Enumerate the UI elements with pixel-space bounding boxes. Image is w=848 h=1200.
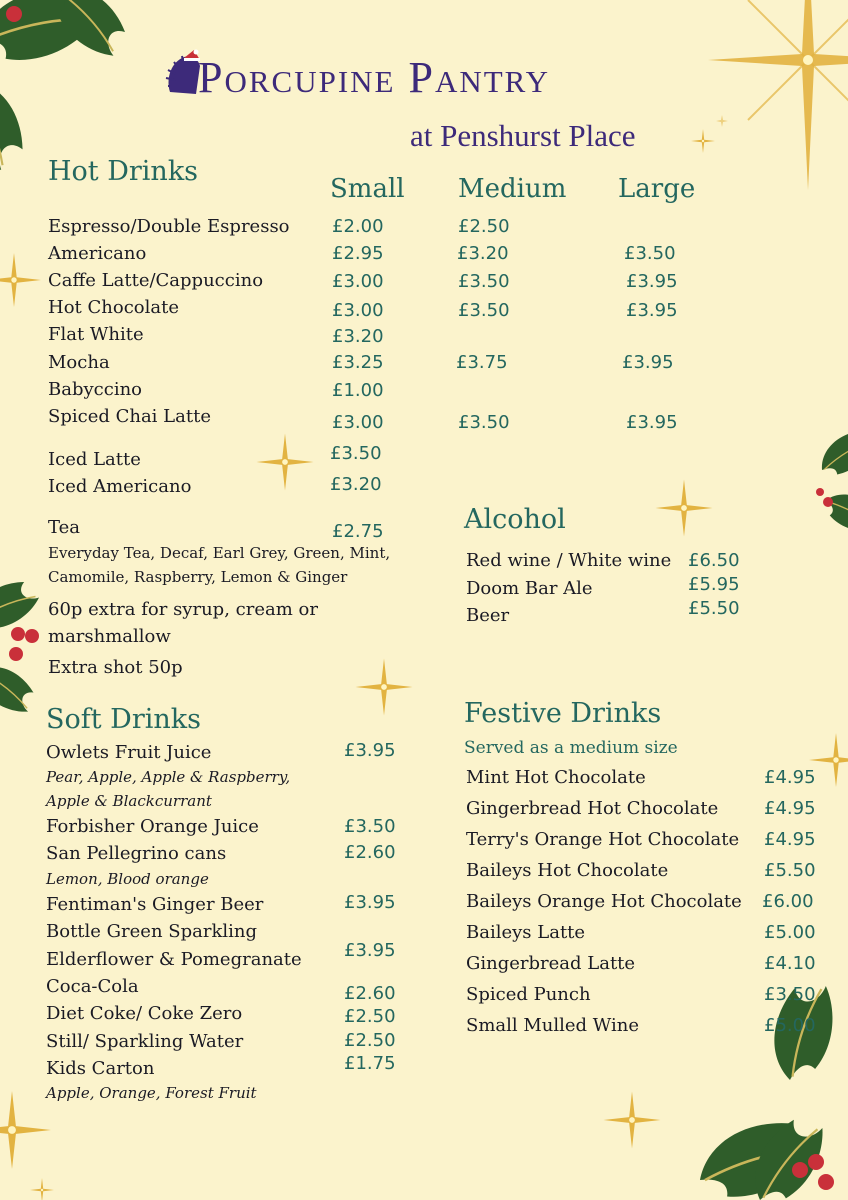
porcupine-logo-icon: [166, 50, 200, 95]
tea-varieties-note: Camomile, Raspberry, Lemon & Ginger: [48, 568, 348, 586]
soft-item-name: San Pellegrino cans: [46, 843, 227, 864]
hot-price-small: £3.25: [332, 352, 384, 373]
star-icon: [257, 434, 314, 491]
festive-item-price: £6.00: [762, 891, 814, 912]
festive-item-price: £5.50: [764, 860, 816, 881]
tea-varieties-note: Everyday Tea, Decaf, Earl Grey, Green, Mint,: [48, 544, 391, 562]
soft-drinks-heading: Soft Drinks: [46, 704, 201, 735]
extra-shot-note: Extra shot 50p: [48, 657, 183, 678]
soft-item-name: Bottle Green Sparkling: [46, 921, 257, 942]
hot-price-small: £3.20: [330, 474, 382, 495]
hot-price-small: £3.20: [332, 326, 384, 347]
festive-item-name: Baileys Hot Chocolate: [466, 860, 669, 881]
star-icon: [0, 253, 41, 307]
hot-price-medium: £2.50: [458, 216, 510, 237]
festive-item-name: Gingerbread Hot Chocolate: [466, 798, 719, 819]
hot-item-name: Babyccino: [48, 379, 142, 400]
soft-item-price: £3.95: [344, 892, 396, 913]
hot-price-large: £3.95: [622, 352, 674, 373]
festive-drinks-heading: Festive Drinks: [464, 698, 662, 729]
hot-price-small: £3.00: [332, 412, 384, 433]
hot-price-small: £1.00: [332, 380, 384, 401]
star-icon: [30, 1178, 54, 1200]
soft-item-price: £3.50: [344, 816, 396, 837]
hot-price-small: £3.00: [332, 300, 384, 321]
served-size-note: Served as a medium size: [464, 738, 678, 758]
extras-note: 60p extra for syrup, cream or: [48, 599, 318, 620]
hot-price-medium: £3.50: [458, 300, 510, 321]
soft-item-name: Owlets Fruit Juice: [46, 742, 212, 763]
festive-item-name: Gingerbread Latte: [466, 953, 636, 974]
soft-item-price: £2.60: [344, 842, 396, 863]
festive-item-name: Small Mulled Wine: [466, 1015, 639, 1036]
brand-subtitle: at Penshurst Place: [410, 118, 636, 153]
soft-item-price: £2.60: [344, 983, 396, 1004]
star-icon: [691, 129, 715, 153]
soft-item-price: £3.95: [344, 940, 396, 961]
hot-price-medium: £3.50: [458, 271, 510, 292]
hot-price-medium: £3.50: [458, 412, 510, 433]
extras-note: marshmallow: [48, 626, 171, 647]
alcohol-item-price: £6.50: [688, 550, 740, 571]
hot-price-medium: £3.20: [457, 243, 509, 264]
festive-item-price: £4.10: [764, 953, 816, 974]
festive-item-price: £5.00: [764, 922, 816, 943]
hot-price-large: £3.50: [624, 243, 676, 264]
alcohol-item-name: Doom Bar Ale: [466, 578, 593, 599]
holly-icon: [0, 572, 44, 719]
star-icon: [708, 0, 848, 190]
festive-item-name: Baileys Orange Hot Chocolate: [466, 891, 742, 912]
hot-price-large: £3.95: [626, 300, 678, 321]
soft-item-name: Diet Coke/ Coke Zero: [46, 1003, 243, 1024]
festive-item-name: Terry's Orange Hot Chocolate: [466, 829, 740, 850]
star-icon: [656, 480, 713, 537]
hot-price-small: £3.00: [332, 271, 384, 292]
soft-item-name: Forbisher Orange Juice: [46, 816, 259, 837]
hot-price-small: £2.00: [332, 216, 384, 237]
hot-price-small: £2.95: [332, 243, 384, 264]
soft-item-price: £2.50: [344, 1030, 396, 1051]
hot-price-small: £3.50: [330, 443, 382, 464]
alcohol-item-name: Red wine / White wine: [466, 550, 672, 571]
hot-price-small: £2.75: [332, 521, 384, 542]
holly-icon: [813, 423, 848, 537]
soft-item-price: £1.75: [344, 1053, 396, 1074]
festive-item-price: £5.00: [764, 1015, 816, 1036]
brand-title: Porcupine Pantry: [198, 53, 551, 102]
hot-item-name: Hot Chocolate: [48, 297, 179, 318]
juice-flavours-note: Pear, Apple, Apple & Raspberry,: [46, 768, 291, 786]
carton-flavours-note: Apple, Orange, Forest Fruit: [46, 1084, 257, 1102]
festive-item-name: Mint Hot Chocolate: [466, 767, 646, 788]
column-medium: Medium: [458, 174, 567, 204]
soft-item-name: Coca-Cola: [46, 976, 139, 997]
festive-item-name: Spiced Punch: [466, 984, 591, 1005]
hot-price-large: £3.95: [626, 271, 678, 292]
alcohol-item-name: Beer: [466, 605, 510, 626]
hot-price-large: £3.95: [626, 412, 678, 433]
column-large: Large: [618, 174, 696, 204]
alcohol-item-price: £5.50: [688, 598, 740, 619]
star-icon: [604, 1092, 661, 1149]
alcohol-heading: Alcohol: [464, 504, 566, 535]
hot-item-name: Iced Latte: [48, 449, 141, 470]
hot-drinks-heading: Hot Drinks: [48, 156, 199, 187]
festive-item-price: £4.95: [764, 798, 816, 819]
star-icon: [356, 659, 413, 716]
festive-item-price: £4.95: [764, 767, 816, 788]
festive-item-name: Baileys Latte: [466, 922, 586, 943]
can-flavours-note: Lemon, Blood orange: [46, 870, 209, 888]
hot-item-name: Tea: [48, 517, 80, 538]
hot-price-medium: £3.75: [456, 352, 508, 373]
hot-item-name: Mocha: [48, 352, 110, 373]
alcohol-item-price: £5.95: [688, 574, 740, 595]
festive-item-price: £3.50: [764, 984, 816, 1005]
juice-flavours-note: Apple & Blackcurrant: [46, 792, 212, 810]
soft-item-name: Elderflower & Pomegranate: [46, 949, 302, 970]
soft-item-name: Fentiman's Ginger Beer: [46, 894, 264, 915]
holly-icon: [0, 0, 136, 176]
column-small: Small: [330, 174, 405, 204]
hot-item-name: Flat White: [48, 324, 144, 345]
hot-item-name: Caffe Latte/Cappuccino: [48, 270, 264, 291]
soft-item-price: £2.50: [344, 1006, 396, 1027]
hot-item-name: Americano: [48, 243, 147, 264]
soft-item-price: £3.95: [344, 740, 396, 761]
hot-item-name: Espresso/Double Espresso: [48, 216, 290, 237]
soft-item-name: Still/ Sparkling Water: [46, 1031, 244, 1052]
festive-item-price: £4.95: [764, 829, 816, 850]
star-icon: [0, 1091, 51, 1169]
hot-item-name: Spiced Chai Latte: [48, 406, 211, 427]
star-icon: [716, 115, 728, 127]
soft-item-name: Kids Carton: [46, 1058, 155, 1079]
hot-item-name: Iced Americano: [48, 476, 192, 497]
holly-icon: [689, 979, 840, 1200]
